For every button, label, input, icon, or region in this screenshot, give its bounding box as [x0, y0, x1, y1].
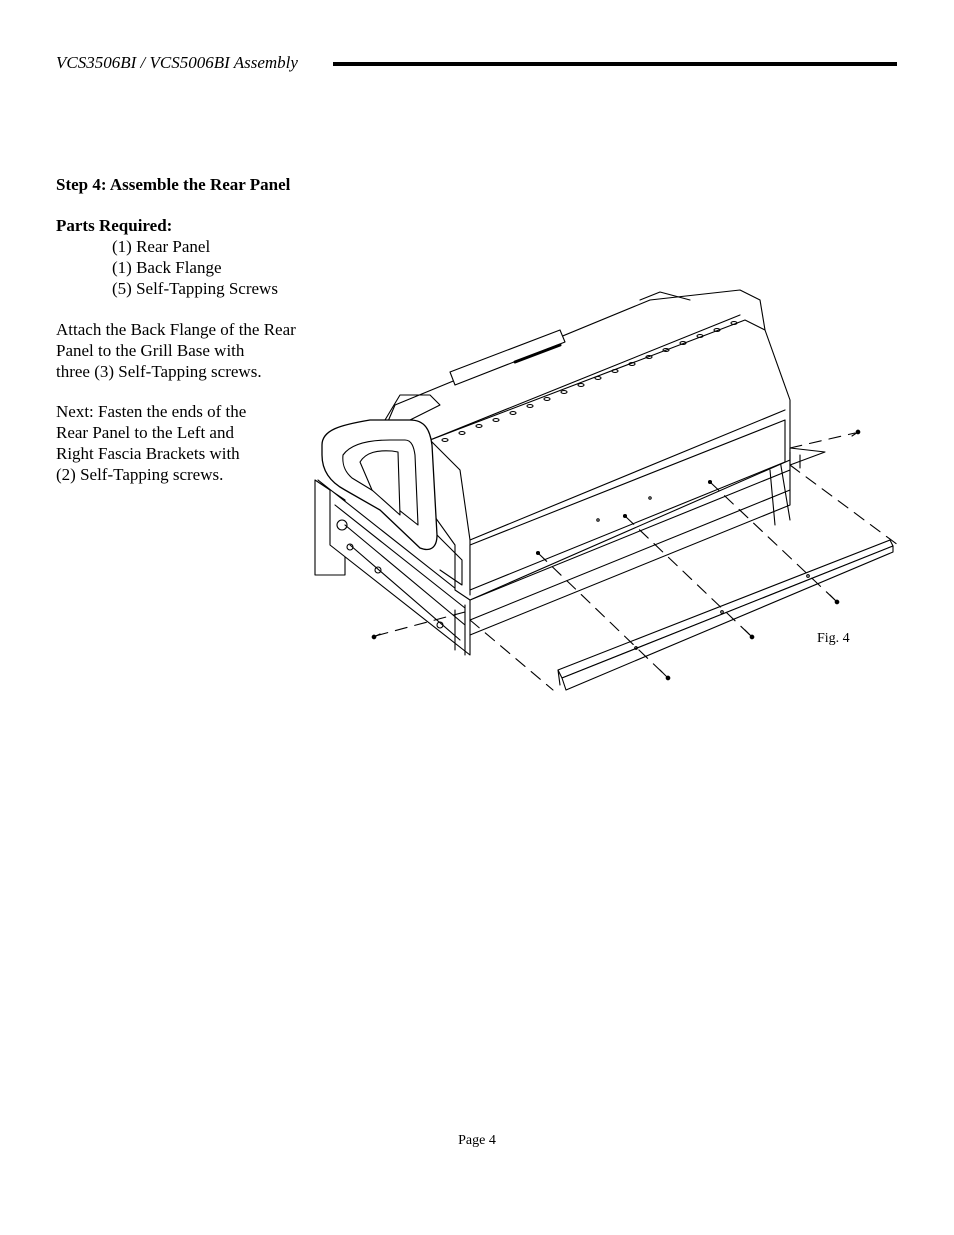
screw-icon: [660, 670, 670, 680]
text-line: (2) Self-Tapping screws.: [56, 465, 224, 484]
text-line: three (3) Self-Tapping screws.: [56, 362, 262, 381]
part-item: (1) Rear Panel: [112, 237, 211, 256]
header-title: VCS3506BI / VCS5006BI Assembly: [56, 53, 298, 72]
text-line: Rear Panel to the Left and: [56, 423, 234, 442]
screw-icon: [372, 634, 380, 639]
screw-icon: [745, 630, 754, 639]
part-item: (1) Back Flange: [112, 258, 222, 277]
right-fascia-bracket: [790, 448, 825, 470]
text-line: Panel to the Grill Base with: [56, 341, 245, 360]
text-line: Next: Fasten the ends of the: [56, 402, 247, 421]
instruction-paragraph-1: [56, 319, 336, 382]
step-title: Step 4: Assemble the Rear Panel: [56, 175, 291, 194]
figure-label: Fig. 4: [817, 631, 850, 646]
part-item: (5) Self-Tapping Screws: [112, 279, 278, 298]
screw-icon: [830, 595, 839, 604]
parts-list: [112, 236, 278, 299]
text-line: Attach the Back Flange of the Rear: [56, 320, 296, 339]
instruction-paragraph-2: [56, 401, 336, 485]
back-flange: [558, 540, 893, 690]
parts-heading: Parts Required:: [56, 216, 173, 235]
page-number: Page 4: [458, 1133, 496, 1148]
text-line: Right Fascia Brackets with: [56, 444, 240, 463]
header-rule: [333, 62, 897, 66]
